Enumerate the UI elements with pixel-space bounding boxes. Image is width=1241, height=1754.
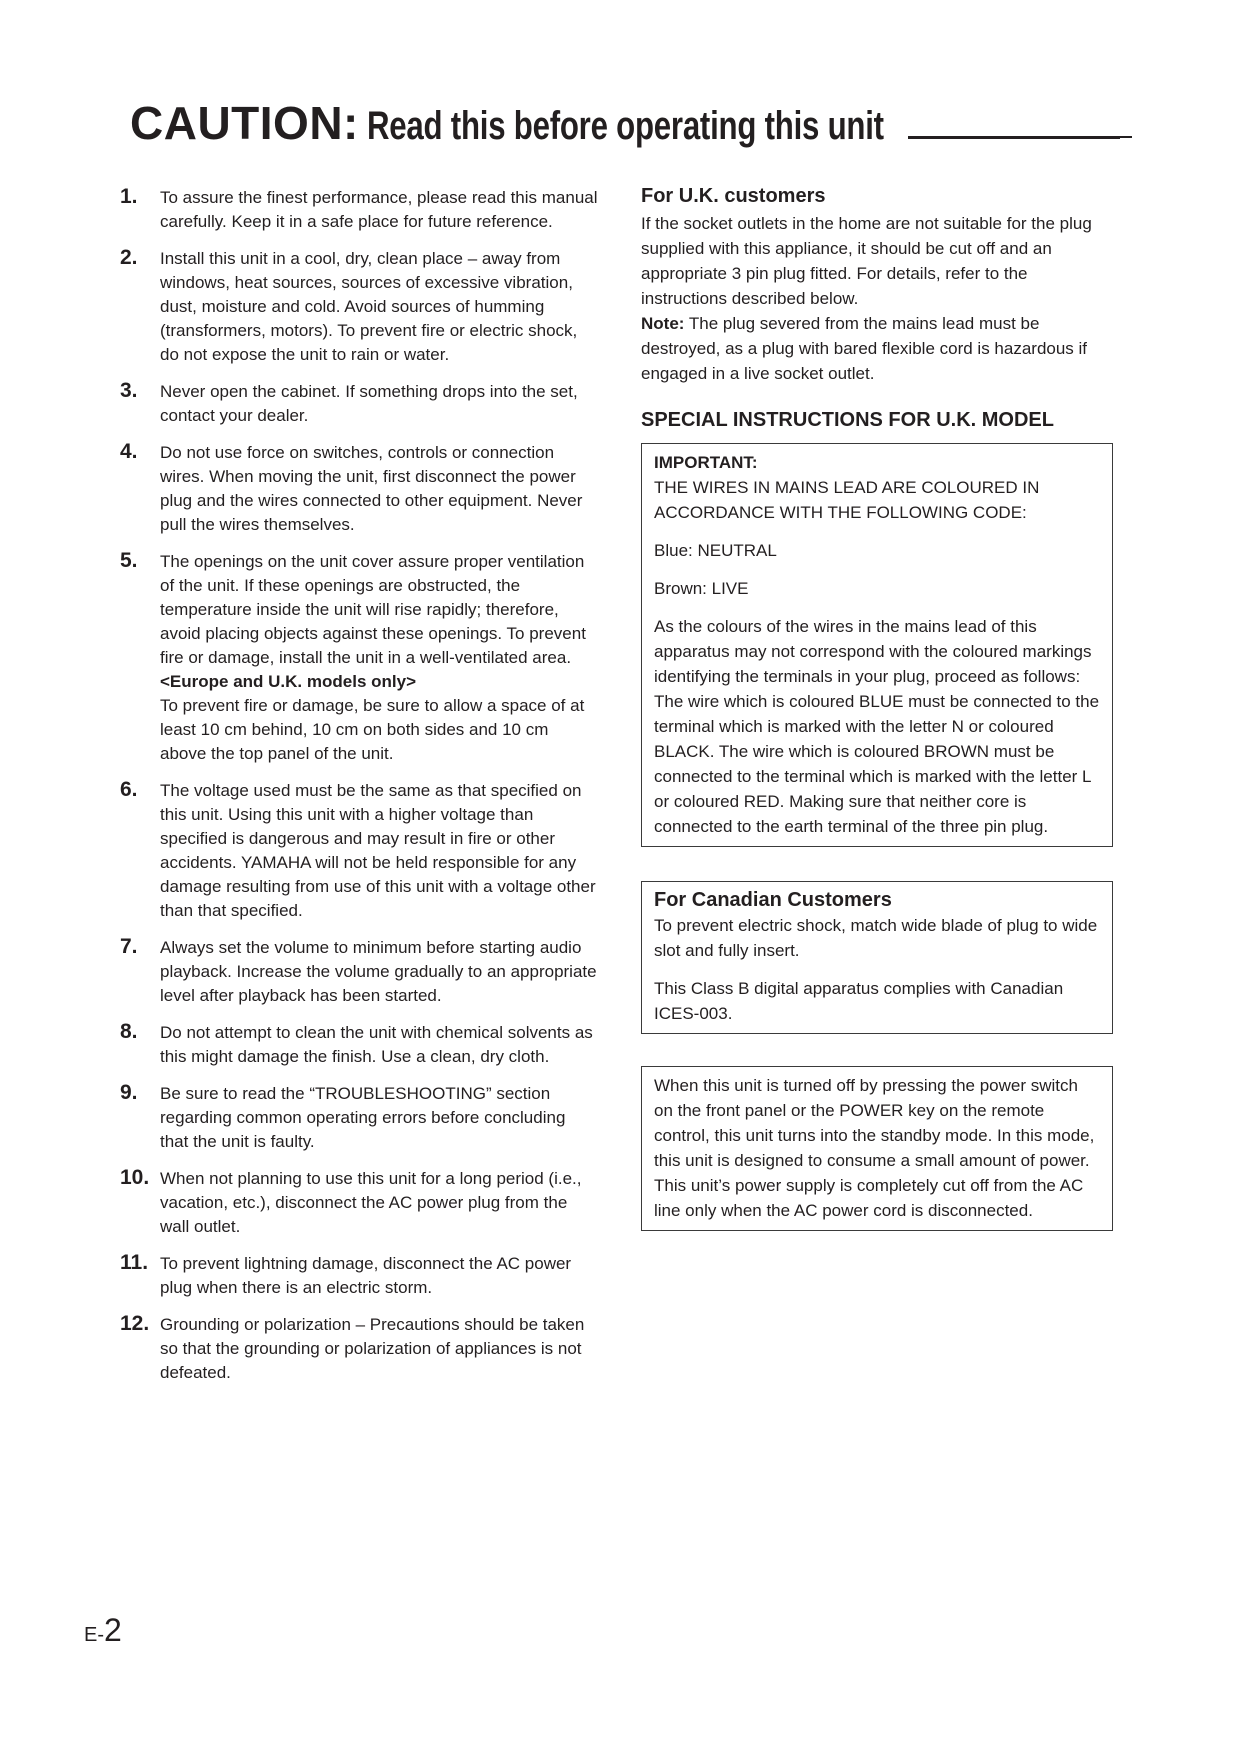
canada-heading: For Canadian Customers [654, 889, 892, 911]
item-text: The voltage used must be the same as that specified on this unit. Using this unit with a higher voltage than specified is dangerous and may result in fire or other accidents. YAMAHA will not be held responsible for any damage resulting from use of this unit with a voltage other than that specified. [160, 781, 596, 920]
title-caution: CAUTION: [130, 97, 359, 149]
blue-wire: Blue: NEUTRAL [654, 541, 777, 560]
item-number: 12. [120, 1312, 150, 1335]
page-number-prefix: E- [84, 1624, 104, 1646]
title-rule-tail [1120, 136, 1132, 138]
uk-wiring-box [641, 443, 1113, 847]
page-title [130, 96, 1150, 156]
title-rule [908, 136, 1120, 139]
canada-box [641, 881, 1113, 1034]
wiring-instructions: As the colours of the wires in the mains lead of this apparatus may not correspond with the coloured markings identifying the terminals in your plug, proceed as follows: The wire which is coloured BLUE must be connected to the terminal which is marked with the letter N or coloured BLACK. The wire which is coloured BROWN must be connected to the terminal which is marked with the letter L or coloured RED. Making sure that neither core is connected to the earth terminal of the three pin plug. [654, 617, 1100, 836]
uk-note-text: The plug severed from the mains lead must be destroyed, as a plug with bared flexible cord is hazardous if engaged in a live socket outlet. [641, 314, 1088, 383]
item-text: Always set the volume to minimum before starting audio playback. Increase the volume gradually to an appropriate level after playback has been started. [160, 938, 597, 1005]
caution-item [118, 1252, 598, 1300]
item-text: Never open the cabinet. If something drops into the set, contact your dealer. [160, 382, 578, 425]
item-number: 7. [120, 935, 138, 958]
uk-heading: For U.K. customers [641, 185, 826, 207]
canada-class-b: This Class B digital apparatus complies with Canadian ICES-003. [654, 979, 1064, 1023]
item-text: Install this unit in a cool, dry, clean place – away from windows, heat sources, sources of excessive vibration, dust, moisture and cold. Avoid sources of humming (transformers, motors). To prevent fire or electric shock, do not expose the unit to rain or water. [160, 249, 578, 364]
wires-statement: THE WIRES IN MAINS LEAD ARE COLOURED IN ACCORDANCE WITH THE FOLLOWING CODE: [654, 478, 1040, 522]
item-number: 3. [120, 379, 138, 402]
item-number: 6. [120, 778, 138, 801]
uk-body: If the socket outlets in the home are not suitable for the plug supplied with this appliance, it should be cut off and an appropriate 3 pin plug fitted. For details, refer to the instructions described below. [641, 214, 1092, 308]
item-number: 2. [120, 246, 138, 269]
page-number-value: 2 [104, 1612, 122, 1648]
caution-item [118, 1167, 598, 1239]
item-text: When not planning to use this unit for a long period (i.e., vacation, etc.), disconnect the AC power plug from the wall outlet. [160, 1169, 582, 1236]
item-number: 10. [120, 1166, 150, 1189]
uk-note-label: Note: [641, 314, 685, 333]
right-column [641, 184, 1113, 1231]
item-text: Be sure to read the “TROUBLESHOOTING” section regarding common operating errors before concluding that the unit is faulty. [160, 1084, 566, 1151]
caution-item [118, 1313, 598, 1385]
item-text: Do not attempt to clean the unit with chemical solvents as this might damage the finish. Use a clean, dry cloth. [160, 1023, 593, 1066]
brown-wire: Brown: LIVE [654, 579, 749, 598]
item-number: 9. [120, 1081, 138, 1104]
item-number: 4. [120, 440, 138, 463]
special-heading: SPECIAL INSTRUCTIONS FOR U.K. MODEL [641, 409, 1054, 431]
caution-list [118, 186, 598, 1398]
caution-item [118, 380, 598, 428]
item-text: To assure the finest performance, please read this manual carefully. Keep it in a safe place for future reference. [160, 188, 598, 231]
caution-item [118, 936, 598, 1008]
item-number: 11. [120, 1251, 149, 1274]
item-subtext: To prevent fire or damage, be sure to allow a space of at least 10 cm behind, 10 cm on both sides and 10 cm above the top panel of the unit. [160, 696, 585, 763]
caution-item [118, 1082, 598, 1154]
important-label: IMPORTANT: [654, 453, 758, 472]
caution-item [118, 186, 598, 234]
item-text: The openings on the unit cover assure proper ventilation of the unit. If these openings are obstructed, the temperature inside the unit will rise rapidly; therefore, avoid placing objects against these openings. To prevent fire or damage, install the unit in a well-ventilated area. [160, 552, 586, 667]
item-text: To prevent lightning damage, disconnect the AC power plug when there is an electric storm. [160, 1254, 572, 1297]
item-number: 1. [120, 185, 138, 208]
item-text: Do not use force on switches, controls or connection wires. When moving the unit, first disconnect the power plug and the wires connected to other equipment. Never pull the wires themselves. [160, 443, 583, 534]
item-text: Grounding or polarization – Precautions should be taken so that the grounding or polarization of appliances is not defeated. [160, 1315, 585, 1382]
item-number: 8. [120, 1020, 138, 1043]
caution-item [118, 1021, 598, 1069]
caution-item [118, 247, 598, 367]
caution-item [118, 779, 598, 923]
item-subheading: <Europe and U.K. models only> [160, 672, 416, 691]
standby-box [641, 1066, 1113, 1231]
standby-text: When this unit is turned off by pressing the power switch on the front panel or the POWER key on the remote control, this unit turns into the standby mode. In this mode, this unit is designed to consume a small amount of power. This unit’s power supply is completely cut off from the AC line only when the AC power cord is disconnected. [654, 1076, 1095, 1220]
canada-shock: To prevent electric shock, match wide blade of plug to wide slot and fully insert. [654, 916, 1098, 960]
item-number: 5. [120, 549, 138, 572]
page-number [84, 1612, 122, 1649]
title-subtitle: Read this before operating this unit [366, 104, 884, 148]
caution-item [118, 550, 598, 766]
uk-note [641, 311, 1113, 386]
caution-item [118, 441, 598, 537]
